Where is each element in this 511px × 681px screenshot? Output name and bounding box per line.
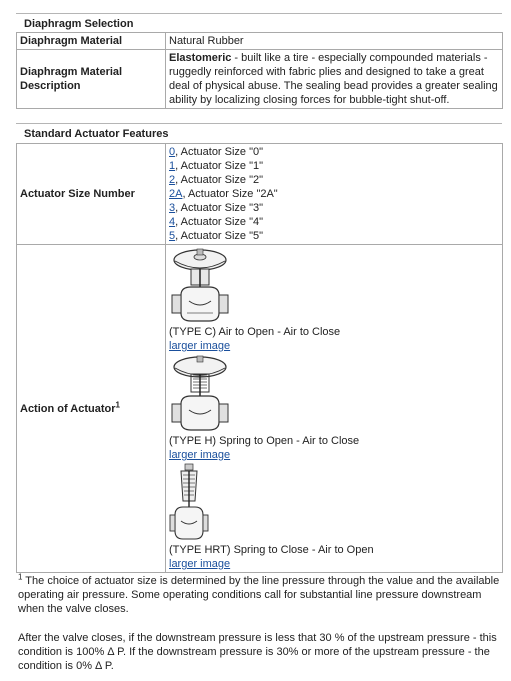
footnote-text: The choice of actuator size is determined by the line pressure through the value and the available operating air pressure. Some operating conditions call for substantial line pressure downstream when the valve closes. xyxy=(18,575,500,615)
actuator-table xyxy=(16,143,503,573)
action-type-hrt xyxy=(169,463,499,571)
table-row xyxy=(17,50,503,109)
larger-image-link-type-c[interactable]: larger image xyxy=(169,340,231,352)
footnote-2: After the valve closes, if the downstream pressure is less that 30 % of the upstream pressure - this condition is 100% Δ P. If the downstream pressure is 30% or more of the upstream pressure - the condition is 0% Δ P. xyxy=(18,632,497,672)
larger-image-link-type-h[interactable]: larger image xyxy=(169,449,231,461)
list-item xyxy=(169,229,499,243)
diaphragm-material-label: Diaphragm Material xyxy=(17,33,166,50)
action-caption: (TYPE C) Air to Open - Air to Close xyxy=(169,326,341,338)
footnote-marker: 1 xyxy=(18,572,23,582)
diaphragm-table xyxy=(16,32,503,109)
size-text: , Actuator Size "5" xyxy=(175,230,264,242)
size-text: , Actuator Size "4" xyxy=(175,216,264,228)
table-row xyxy=(17,245,503,573)
action-of-actuator-cell xyxy=(166,245,503,573)
diaphragm-section-heading: Diaphragm Selection xyxy=(16,13,502,31)
valve-type-c-icon[interactable] xyxy=(169,247,231,325)
list-item xyxy=(169,187,499,201)
size-link-3[interactable]: 3 xyxy=(169,202,176,214)
diaphragm-material-value: Natural Rubber xyxy=(166,33,503,50)
size-text: , Actuator Size "1" xyxy=(175,160,264,172)
list-item xyxy=(169,173,499,187)
size-link-5[interactable]: 5 xyxy=(169,230,176,242)
size-text: , Actuator Size "3" xyxy=(175,202,264,214)
footnote-marker: 1 xyxy=(115,399,120,409)
valve-type-h-icon[interactable] xyxy=(169,354,231,434)
valve-type-hrt-icon[interactable] xyxy=(169,463,209,543)
actuator-size-list xyxy=(166,144,503,245)
description-text: - built like a tire - especially compounded materials - ruggedly reinforced with fabric plies and designed to take a great deal of physical abuse. The sealing bead provides a greater sealing ability by localizing closing forces for bubble-tight shut-off. xyxy=(169,52,498,106)
size-link-2a[interactable]: 2A xyxy=(169,188,183,200)
action-caption: (TYPE HRT) Spring to Close - Air to Open xyxy=(169,544,374,556)
list-item xyxy=(169,145,499,159)
action-caption: (TYPE H) Spring to Open - Air to Close xyxy=(169,435,360,447)
size-link-2[interactable]: 2 xyxy=(169,174,176,186)
table-row xyxy=(17,33,503,50)
size-text: , Actuator Size "2" xyxy=(175,174,264,186)
footnote-1 xyxy=(18,574,502,616)
size-link-4[interactable]: 4 xyxy=(169,216,176,228)
size-link-1[interactable]: 1 xyxy=(169,160,176,172)
list-item xyxy=(169,201,499,215)
action-label-text: Action of Actuator xyxy=(20,402,116,415)
size-text: , Actuator Size "0" xyxy=(175,146,264,158)
action-type-c xyxy=(169,247,499,353)
size-link-0[interactable]: 0 xyxy=(169,146,176,158)
list-item xyxy=(169,215,499,229)
actuator-size-label: Actuator Size Number xyxy=(17,144,166,245)
table-row xyxy=(17,144,503,245)
larger-image-link-type-hrt[interactable]: larger image xyxy=(169,558,231,570)
list-item xyxy=(169,159,499,173)
actuator-section-heading: Standard Actuator Features xyxy=(16,123,502,141)
diaphragm-description-cell xyxy=(166,50,503,109)
action-of-actuator-label xyxy=(17,245,166,573)
size-text: , Actuator Size "2A" xyxy=(182,188,278,200)
action-type-h xyxy=(169,354,499,462)
description-bold-term: Elastomeric xyxy=(169,52,232,64)
diaphragm-description-label: Diaphragm Material Description xyxy=(17,50,166,109)
